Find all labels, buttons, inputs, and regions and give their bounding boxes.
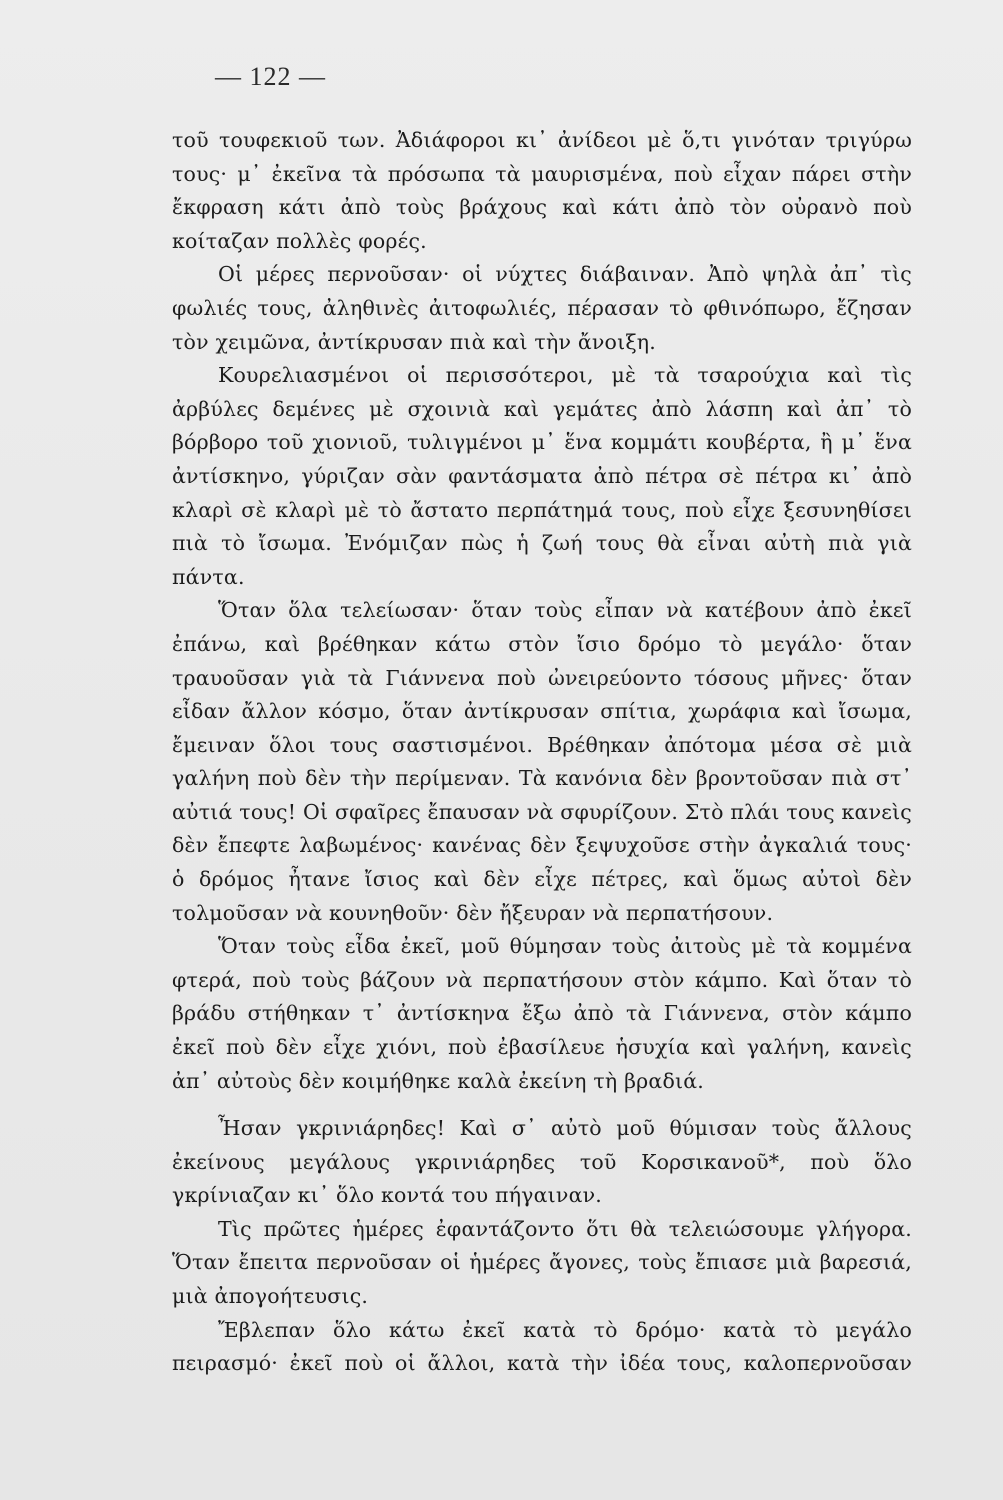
paragraph: τοῦ τουφεκιοῦ των. Ἀδιάφοροι κι᾽ ἀνίδεοι μὲ ὅ,τι γινόταν τριγύρω τους· μ᾽ ἐκεῖνα τὰ πρόσωπα τὰ μαυρισμένα, ποὺ εἶχαν πάρει στὴν ἔκφραση κάτι ἀπὸ τοὺς βράχους καὶ κάτι ἀπὸ τὸν οὐρανὸ ποὺ κοίταζαν πολλὲς φορές. bbox=[172, 128, 912, 253]
paragraph: Ἔβλεπαν ὅλο κάτω ἐκεῖ κατὰ τὸ δρόμο· κατὰ τὸ μεγάλο πειρασμό· ἐκεῖ ποὺ οἱ ἄλλοι, κατὰ τὴν ἰδέα τους, καλοπερνοῦσαν bbox=[172, 1317, 912, 1376]
page-number: — 122 — bbox=[215, 62, 326, 91]
paragraph: Ἦσαν γκρινιάρηδες! Καὶ σ᾽ αὐτὸ μοῦ θύμισαν τοὺς ἄλλους ἐκείνους μεγάλους γκρινιάρηδες τοῦ Κορσικανοῦ*, ποὺ ὅλο γκρίνιαζαν κι᾽ ὅλο κοντά του πήγαιναν. bbox=[172, 1116, 912, 1208]
paragraph: Ὅταν ὅλα τελείωσαν· ὅταν τοὺς εἶπαν νὰ κατέβουν ἀπὸ ἐκεῖ ἐπάνω, καὶ βρέθηκαν κάτω στὸν ἴσιο δρόμο τὸ μεγάλο· ὅταν τραυοῦσαν γιὰ τὰ Γιάννενα ποὺ ὠνειρεύοντο τόσους μῆνες· ὅταν εἶδαν ἄλλον κόσμο, ὅταν ἀντίκρυσαν σπίτια, χωράφια καὶ ἴσωμα, ἔμειναν ὅλοι τους σαστισμένοι. Βρέθηκαν ἀπότομα μέσα σὲ μιὰ γαλήνη ποὺ δὲν τὴν περίμεναν. Τὰ κανόνια δὲν βροντοῦσαν πιὰ στ᾽ αὐτιά τους! Οἱ σφαῖρες ἔπαυσαν νὰ σφυρίζουν. Στὸ πλάι τους κανεὶς δὲν ἔπεφτε λαβωμένος· κανένας δὲν ξεψυχοῦσε στὴν ἀγκαλιά τους· ὁ δρόμος ἦτανε ἴσιος καὶ δὲν εἶχε πέτρες, καὶ ὅμως αὐτοὶ δὲν τολμοῦσαν νὰ κουνηθοῦν· δὲν ἤξευραν νὰ περπατήσουν. bbox=[172, 598, 912, 925]
paragraph: Οἱ μέρες περνοῦσαν· οἱ νύχτες διάβαιναν. Ἀπὸ ψηλὰ ἀπ᾽ τὶς φωλιές τους, ἀληθινὲς ἀιτοφωλιές, πέρασαν τὸ φθινόπωρο, ἔζησαν τὸν χειμῶνα, ἀντίκρυσαν πιὰ καὶ τὴν ἄνοιξη. bbox=[172, 262, 912, 354]
paragraph: Κουρελιασμένοι οἱ περισσότεροι, μὲ τὰ τσαρούχια καὶ τὶς ἀρβύλες δεμένες μὲ σχοινιὰ καὶ γεμάτες ἀπὸ λάσπη καὶ ἀπ᾽ τὸ βόρβορο τοῦ χιονιοῦ, τυλιγμένοι μ᾽ ἕνα κομμάτι κουβέρτα, ἢ μ᾽ ἕνα ἀντίσκηνο, γύριζαν σὰν φαντάσματα ἀπὸ πέτρα σὲ πέτρα κι᾽ ἀπὸ κλαρὶ σὲ κλαρὶ μὲ τὸ ἄστατο περπάτημά τους, ποὺ εἶχε ξεσυνηθίσει πιὰ τὸ ἴσωμα. Ἐνόμιζαν πὼς ἡ ζωή τους θὰ εἶναι αὐτὴ πιὰ γιὰ πάντα. bbox=[172, 363, 912, 589]
text-block-top bbox=[172, 124, 912, 1098]
text-block-bottom bbox=[172, 1112, 912, 1381]
paragraph: Ὅταν τοὺς εἶδα ἐκεῖ, μοῦ θύμησαν τοὺς ἀιτοὺς μὲ τὰ κομμένα φτερά, ποὺ τοὺς βάζουν νὰ περπατήσουν στὸν κάμπο. Καὶ ὅταν τὸ βράδυ στήθηκαν τ᾽ ἀντίσκηνα ἔξω ἀπὸ τὰ Γιάννενα, στὸν κάμπο ἐκεῖ ποὺ δὲν εἶχε χιόνι, ποὺ ἐβασίλευε ἡσυχία καὶ γαλήνη, κανεὶς ἀπ᾽ αὐτοὺς δὲν κοιμήθηκε καλὰ ἐκείνη τὴ βραδιά. bbox=[172, 934, 912, 1093]
paragraph: Τὶς πρῶτες ἡμέρες ἐφαντάζοντο ὅτι θὰ τελειώσουμε γλήγορα. Ὅταν ἔπειτα περνοῦσαν οἱ ἡμέρες ἄγονες, τοὺς ἔπιασε μιὰ βαρεσιά, μιὰ ἀπογοήτευσις. bbox=[172, 1216, 912, 1308]
